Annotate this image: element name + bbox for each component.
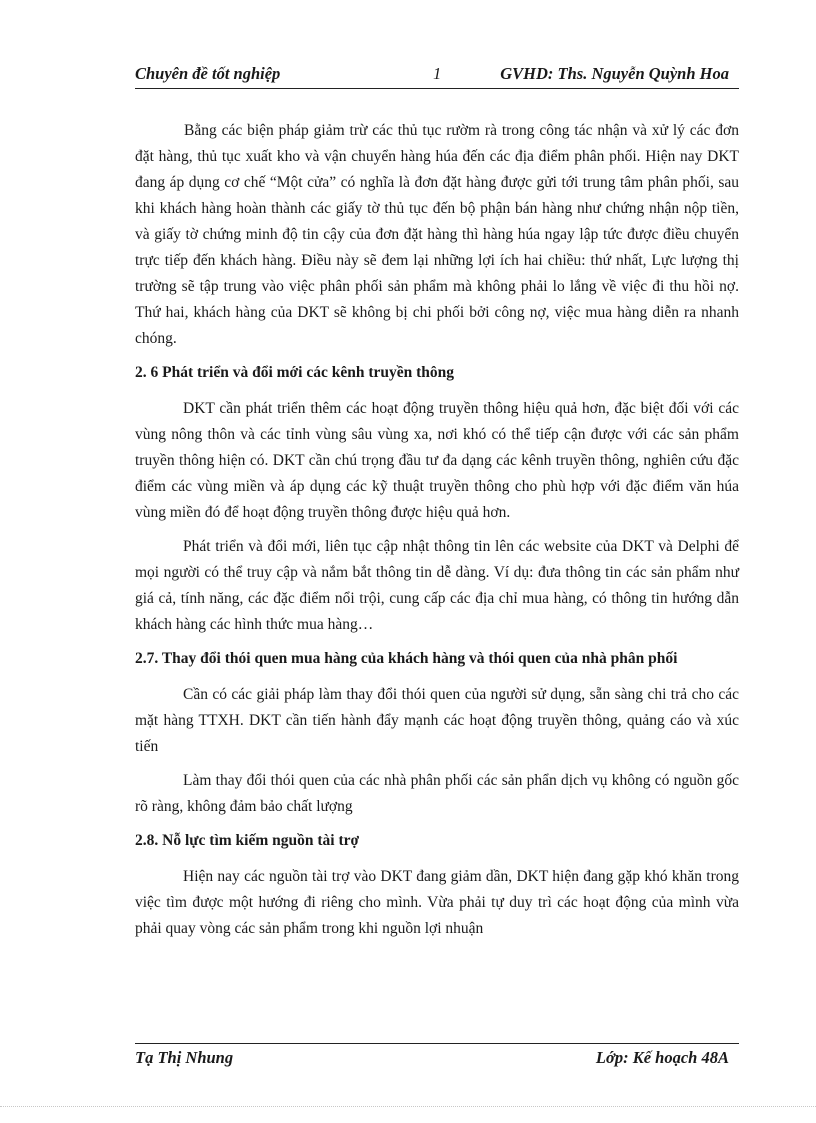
page-boundary-divider xyxy=(0,1106,816,1107)
paragraph: DKT cần phát triển thêm các hoạt động truyền thông hiệu quả hơn, đặc biệt đối với các vùng nông thôn và các tỉnh vùng sâu vùng xa, nơi khó có thể tiếp cận được với các sản phẩm truyền thông hiện có. DKT cần chú trọng đầu tư đa dạng các kênh truyền thông, nghiên cứu đặc điểm các vùng miền và áp dụng các kỹ thuật truyền thông cho phù hợp với đặc điểm văn húa vùng miền đó để hoạt động truyền thông được hiệu quả hơn. xyxy=(135,400,739,521)
header-title: Chuyên đề tốt nghiệp xyxy=(135,64,281,83)
paragraph: Bằng các biện pháp giảm trừ các thủ tục rườm rà trong công tác nhận và xử lý các đơn đặt hàng, thủ tục xuất kho và vận chuyển hàng húa đến các địa điểm phân phối. Hiện nay DKT đang áp dụng cơ chế “Một cửa” có nghĩa là đơn đặt hàng được gửi tới trung tâm phân phối, sau khi khách hàng hoàn thành các giấy tờ thủ tục đến bộ phận bán hàng như chứng nhận nộp tiền, và giấy tờ chứng minh độ tin cậy của đơn đặt hàng thì hàng húa ngay lập tức được điều chuyển trực tiếp đến khách hàng. Điều này sẽ đem lại những lợi ích hai chiều: thứ nhất, Lực lượng thị trường sẽ tập trung vào việc phân phối sản phẩm mà không phải lo lắng về việc đi thu hồi nợ. Thứ hai, khách hàng của DKT sẽ không bị chi phối bởi công nợ, việc mua hàng diễn ra nhanh chóng. xyxy=(135,122,739,347)
paragraph: Cần có các giải pháp làm thay đổi thói quen của người sử dụng, sẵn sàng chi trả cho các mặt hàng TTXH. DKT cần tiến hành đẩy mạnh các hoạt động truyền thông, quảng cáo và xúc tiến xyxy=(135,686,739,755)
page-number: 1 xyxy=(433,64,442,83)
document-body xyxy=(135,118,739,942)
section-heading-2-8: 2.8. Nỗ lực tìm kiếm nguồn tài trợ xyxy=(135,832,360,849)
paragraph: Phát triển và đổi mới, liên tục cập nhật thông tin lên các website của DKT và Delphi để mọi người có thể truy cập và nắm bắt thông tin dễ dàng. Ví dụ: đưa thông tin các sản phẩm như giá cả, tính năng, các đặc điểm nổi trội, cung cấp các địa chỉ mua hàng, có thông tin hướng dẫn khách hàng các hình thức mua hàng… xyxy=(135,538,739,633)
page-header xyxy=(135,64,739,89)
footer-author: Tạ Thị Nhung xyxy=(135,1048,234,1067)
footer-class: Lớp: Kế hoạch 48A xyxy=(595,1048,729,1067)
paragraph: Làm thay đổi thói quen của các nhà phân phối các sản phẩn dịch vụ không có nguồn gốc rõ ràng, không đảm bảo chất lượng xyxy=(135,772,739,815)
paragraph: Hiện nay các nguồn tài trợ vào DKT đang giảm dần, DKT hiện đang gặp khó khăn trong việc tìm được một hướng đi riêng cho mình. Vừa phải tự duy trì các hoạt động của mình vừa phải quay vòng các sản phẩm trong khi nguồn lợi nhuận xyxy=(135,868,739,937)
section-heading-2-6: 2. 6 Phát triển và đổi mới các kênh truyền thông xyxy=(135,364,455,381)
section-heading-2-7: 2.7. Thay đổi thói quen mua hàng của khách hàng và thói quen của nhà phân phối xyxy=(135,650,678,667)
page-footer xyxy=(135,1043,739,1070)
header-supervisor: GVHD: Ths. Nguyễn Quỳnh Hoa xyxy=(500,64,729,83)
